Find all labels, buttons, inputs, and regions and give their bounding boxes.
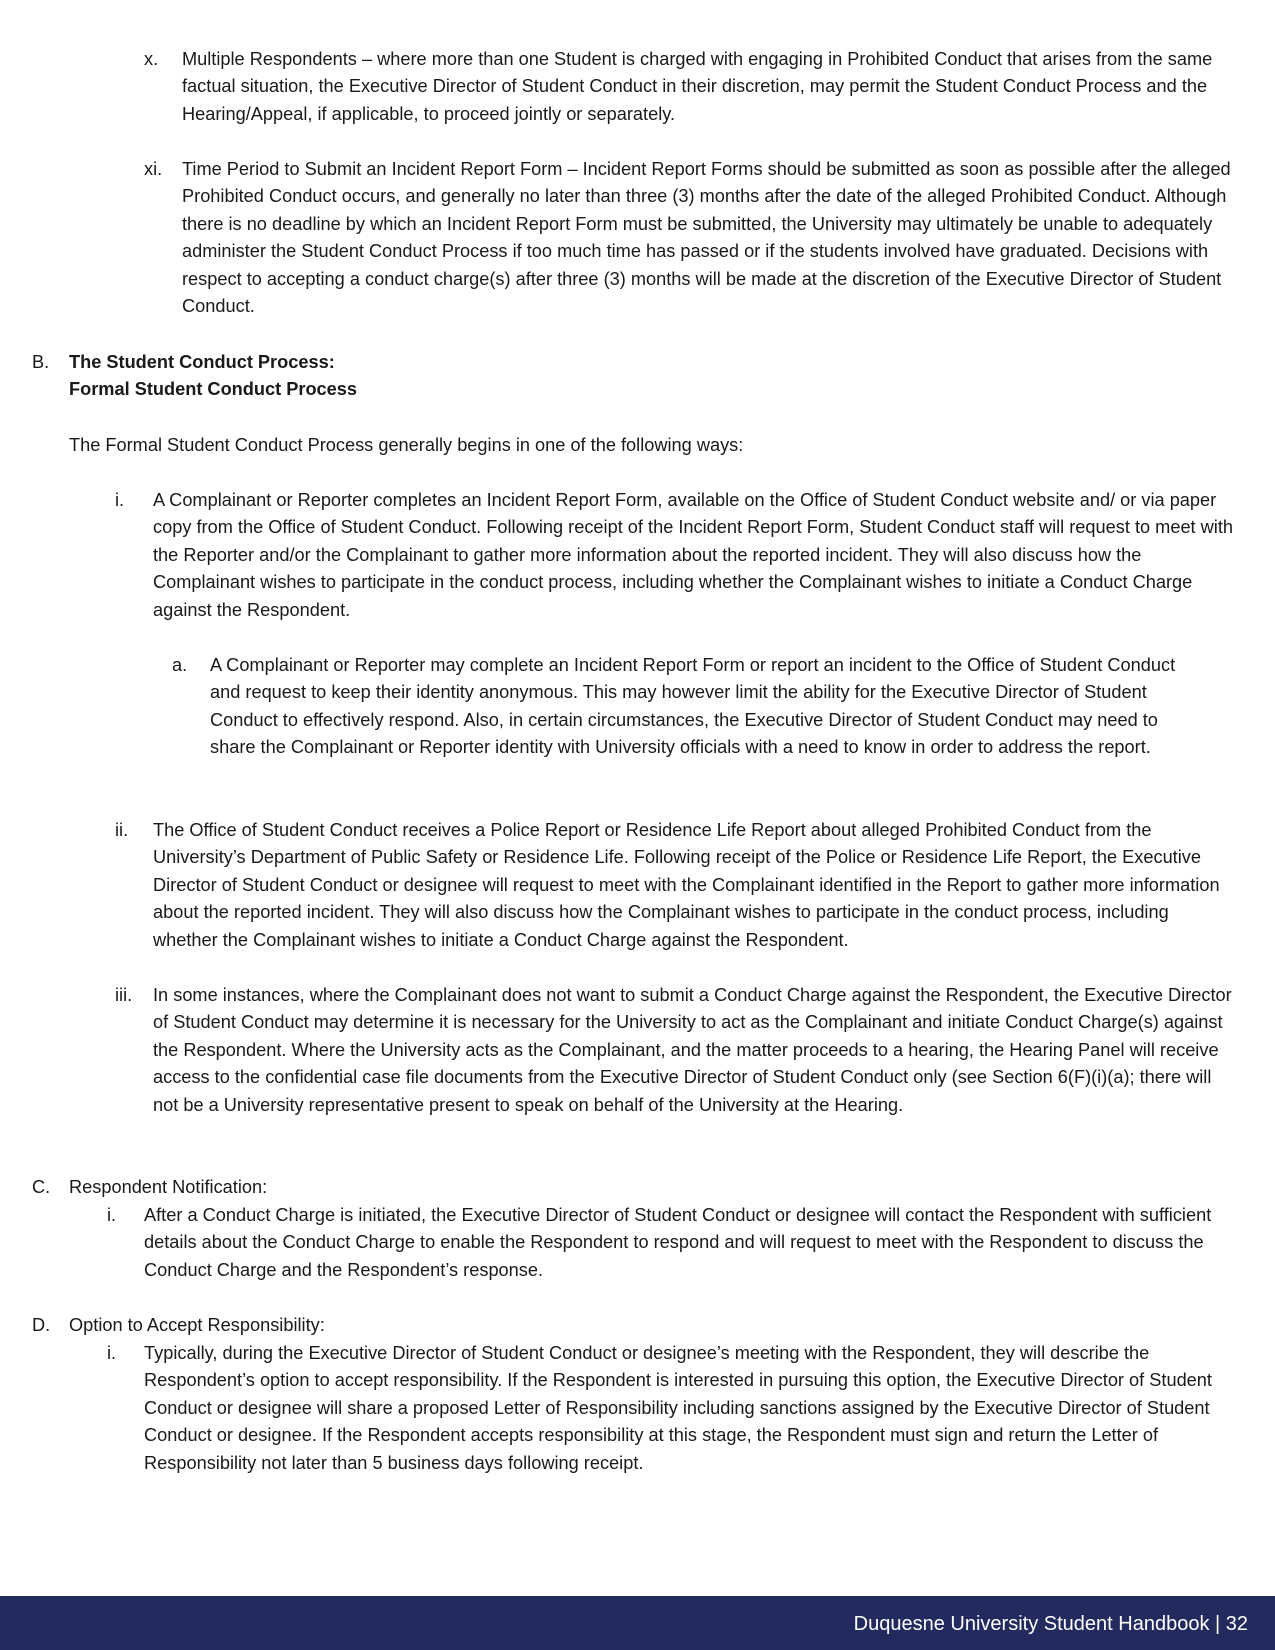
list-marker: i.: [107, 1205, 117, 1225]
section-d-item-i: [107, 1340, 1235, 1477]
page-footer: [0, 1596, 1275, 1650]
list-item-text: A Complainant or Reporter may complete an Incident Report Form or report an incident to the Office of Student Conduct and request to keep their identity anonymous. This may however limit the ability for the Executive Director of Student Conduct to effectively respond. Also, in certain circumstances, the Executive Director of Student Conduct may need to share the Complainant or Reporter identity with University officials with a need to know in order to address the report.: [210, 655, 1176, 758]
list-item-text: A Complainant or Reporter completes an Incident Report Form, available on the Office of Student Conduct website and/ or via paper copy from the Office of Student Conduct. Following receipt of the Incident Report Form, Student Conduct staff will request to meet with the Reporter and/or the Complainant to gather more information about the reported incident. They will also discuss how the Complainant wishes to participate in the conduct process, including whether the Complainant wishes to initiate a Conduct Charge against the Respondent.: [153, 490, 1234, 620]
list-item-text: In some instances, where the Complainant does not want to submit a Conduct Charge against the Respondent, the Executive Director of Student Conduct may determine it is necessary for the University to act as the Complainant and initiate Conduct Charge(s) against the Respondent. Where the University acts as the Complainant, and the matter proceeds to a hearing, the Hearing Panel will receive access to the confidential case file documents from the Executive Director of Student Conduct only (see Section 6(F)(i)(a); there will not be a University representative present to speak on behalf of the University at the Hearing.: [153, 985, 1232, 1115]
list-item-xi: [144, 156, 1234, 320]
section-heading: The Student Conduct Process:: [69, 352, 335, 372]
list-item-x: [144, 46, 1234, 128]
section-marker: B.: [32, 352, 50, 372]
intro-paragraph: The Formal Student Conduct Process generally begins in one of the following ways:: [69, 435, 744, 455]
section-b-item-i: [115, 487, 1235, 624]
footer-title-page-number: Duquesne University Student Handbook | 32: [853, 1613, 1248, 1635]
list-marker: i.: [107, 1343, 117, 1363]
section-c-header: [32, 1174, 1232, 1201]
list-item-text: Typically, during the Executive Director of Student Conduct or designee’s meeting with the Respondent, they will describe the Respondent’s option to accept responsibility. If the Respondent is interested in pursuing this option, the Executive Director of Student Conduct or designee will share a proposed Letter of Responsibility including sanctions assigned by the Executive Director of Student Conduct or designee. If the Respondent accepts responsibility at this stage, the Respondent must sign and return the Letter of Responsibility not later than 5 business days following receipt.: [144, 1343, 1212, 1473]
section-d-header: [32, 1312, 1232, 1339]
section-c-item-i: [107, 1202, 1235, 1284]
list-item-text: After a Conduct Charge is initiated, the Executive Director of Student Conduct or designee will contact the Respondent with sufficient details about the Conduct Charge to enable the Respondent to respond and will request to meet with the Respondent to discuss the Conduct Charge and the Respondent’s response.: [144, 1205, 1212, 1280]
list-marker: xi.: [144, 159, 163, 179]
list-marker: a.: [172, 655, 188, 675]
list-item-text: The Office of Student Conduct receives a Police Report or Residence Life Report about alleged Prohibited Conduct from the University’s Department of Public Safety or Residence Life. Following receipt of the Police or Residence Life Report, the Executive Director of Student Conduct or designee will request to meet with the Complainant identified in the Report to gather more information about the reported incident. They will also discuss how the Complainant wishes to participate in the conduct process, including whether the Complainant wishes to initiate a Conduct Charge against the Respondent.: [153, 820, 1220, 950]
section-b-intro: [69, 432, 1229, 459]
section-heading: Option to Accept Responsibility:: [69, 1315, 325, 1335]
section-marker: C.: [32, 1177, 51, 1197]
section-marker: D.: [32, 1315, 51, 1335]
list-item-text: Time Period to Submit an Incident Report Form – Incident Report Forms should be submitted as soon as possible after the alleged Prohibited Conduct occurs, and generally no later than three (3) months after the date of the alleged Prohibited Conduct. Although there is no deadline by which an Incident Report Form must be submitted, the University may ultimately be unable to adequately administer the Student Conduct Process if too much time has passed or if the students involved have graduated. Decisions with respect to accepting a conduct charge(s) after three (3) months will be made at the discretion of the Executive Director of Student Conduct.: [182, 159, 1231, 317]
section-subheading: Formal Student Conduct Process: [69, 379, 358, 400]
section-b-item-iii: [115, 982, 1235, 1119]
section-heading: Respondent Notification:: [69, 1177, 268, 1197]
list-marker: x.: [144, 49, 159, 69]
section-b-header: [32, 349, 1232, 404]
list-marker: i.: [115, 490, 125, 510]
list-item-text: Multiple Respondents – where more than one Student is charged with engaging in Prohibited Conduct that arises from the same factual situation, the Executive Director of Student Conduct in their discretion, may permit the Student Conduct Process and the Hearing/Appeal, if applicable, to proceed jointly or separately.: [182, 49, 1213, 124]
list-marker: iii.: [115, 985, 133, 1005]
section-b-item-a: [172, 652, 1182, 762]
list-marker: ii.: [115, 820, 129, 840]
section-b-item-ii: [115, 817, 1235, 954]
